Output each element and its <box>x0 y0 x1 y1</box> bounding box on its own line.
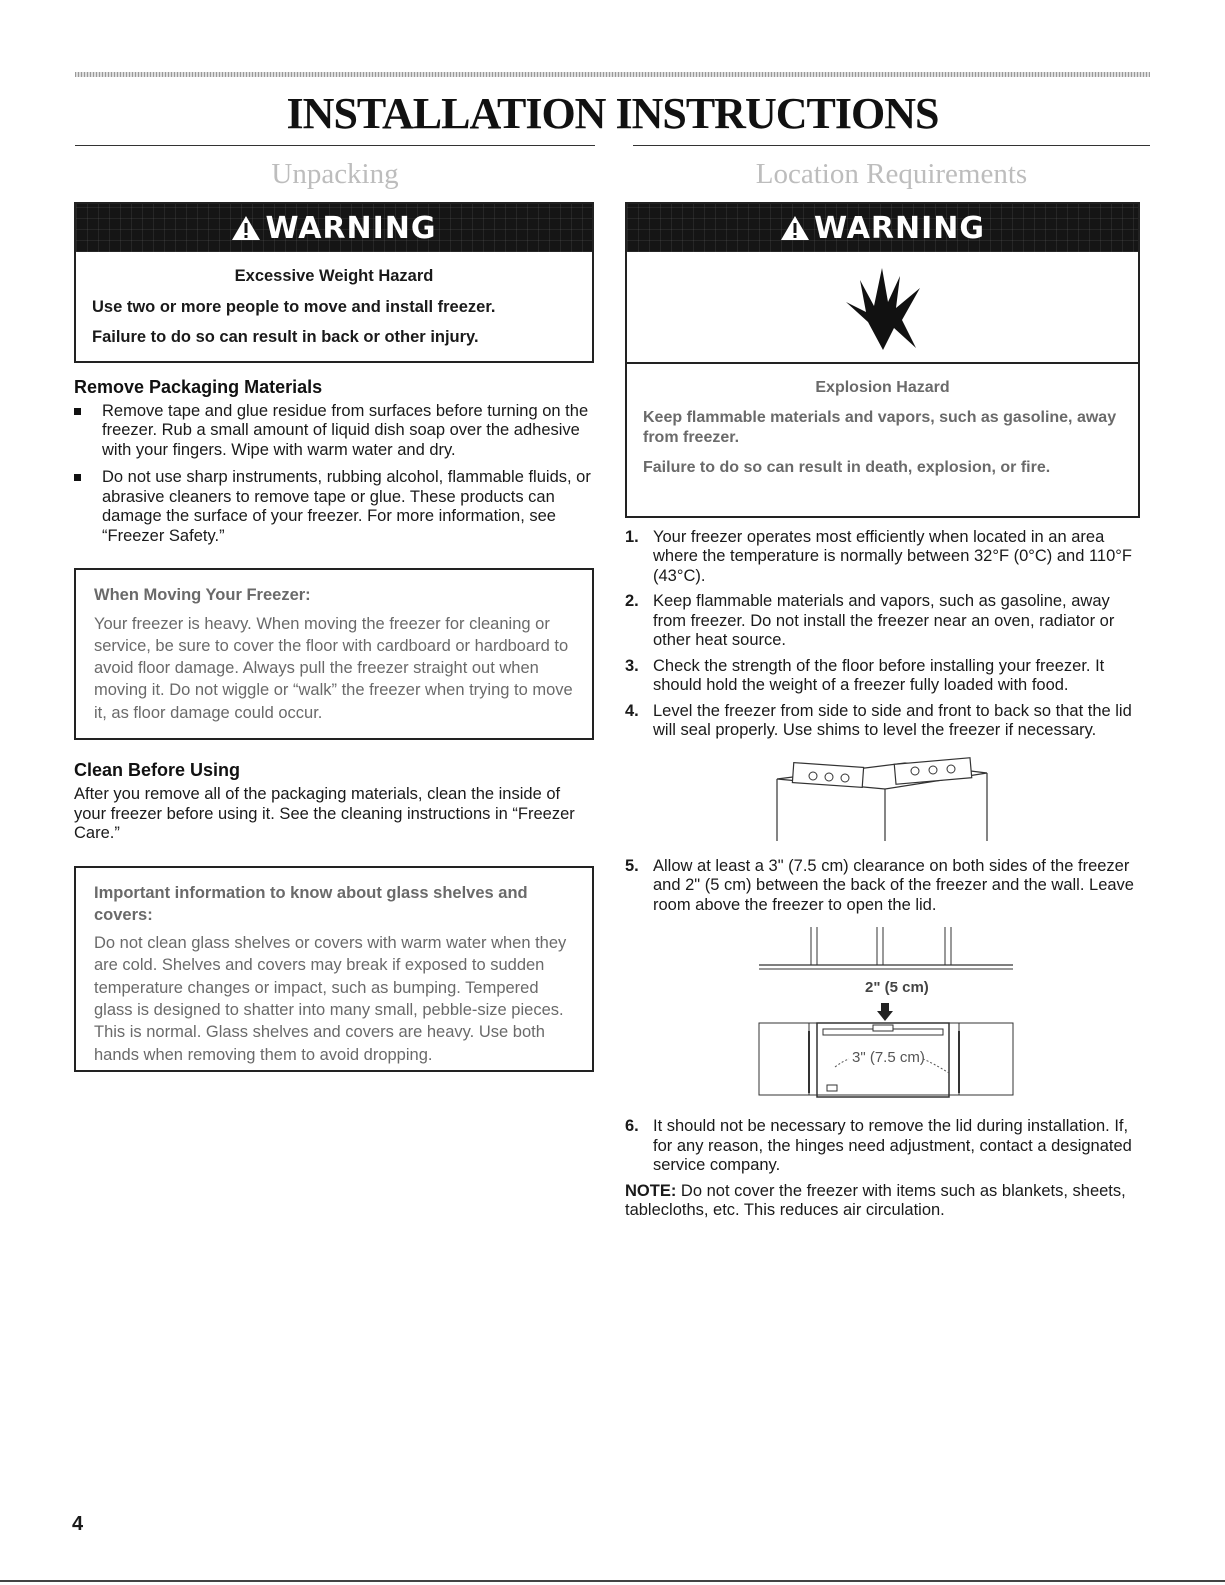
box-title: When Moving Your Freezer: <box>94 586 311 605</box>
step-item: 5. Allow at least a 3" (7.5 cm) clearance on both sides of the freezer and 2" (5 cm) between the back of the freezer and the wall. Leave room above the freezer to open the lid. <box>625 856 1134 914</box>
warning-header <box>627 204 1138 252</box>
page-number: 4 <box>72 1513 84 1535</box>
step-item: 4. Level the freezer from side to side and front to back so that the lid will seal properly. Use shims to level the freezer if necessary. <box>625 701 1132 740</box>
box-text: Your freezer is heavy. When moving the freezer for cleaning or service, be sure to cover the floor with cardboard or hardboard to avoid floor damage. Always pull the freezer straight out when moving it. Do not wiggle or “walk” the freezer when trying to move it, as floor damage could occur. <box>94 614 573 722</box>
box-text: Do not clean glass shelves or covers with warm water when they are cold. Shelves and covers may break if exposed to sudden temperature changes or impact, such as bumping. Tempered glass is designed to shatter into many small, pebble-size pieces. This is normal. Glass shelves and covers are heavy. Use both hands when removing them to avoid dropping. <box>94 934 567 1064</box>
note-label: NOTE: <box>625 1181 677 1200</box>
hazard-title: Excessive Weight Hazard <box>234 267 434 285</box>
warning-label: WARNING <box>265 210 437 246</box>
warning-line: Keep flammable materials and vapors, such as gasoline, away from freezer. <box>643 409 1117 446</box>
note <box>625 1182 1140 1221</box>
subsection-title: Remove Packaging Materials <box>74 377 323 397</box>
right-column <box>625 202 1140 1220</box>
box-title: Important information to know about glass shelves and covers: <box>94 883 528 924</box>
section-heading-location: Location Requirements <box>755 158 1028 190</box>
warning-line: Failure to do so can result in back or other injury. <box>92 328 479 347</box>
step-item: 1. Your freezer operates most efficiently when located in an area where the temperature is normally between 32°F (0°C) and 110°F (43°C). <box>625 528 1132 585</box>
warning-header <box>76 204 592 252</box>
left-heading-rule <box>75 145 595 146</box>
bullet-item: Do not use sharp instruments, rubbing alcohol, flammable fluids, or abrasive cleaners to remove tape or glue. These products can damage the surface of your freezer. For more information, see “Freezer Safety.” <box>74 468 594 546</box>
top-decorative-bar <box>75 72 1150 77</box>
page-title: INSTALLATION INSTRUCTIONS <box>286 89 939 138</box>
back-clearance-label: 2" (5 cm) <box>865 979 929 997</box>
moving-freezer-box <box>74 568 594 740</box>
hazard-title: Explosion Hazard <box>815 379 950 396</box>
right-heading-rule <box>633 145 1150 146</box>
step-item: 6. It should not be necessary to remove the lid during installation. If, for any reason, the hinges need adjustment, contact a designated service company. <box>625 1117 1132 1175</box>
step-item: 3. Check the strength of the floor before installing your freezer. It should hold the weight of a freezer fully loaded with food. <box>625 656 1105 695</box>
warning-triangle-icon <box>780 215 810 241</box>
explosion-warning-box <box>625 202 1140 518</box>
side-clearance-label: 3" (7.5 cm) <box>852 1049 925 1067</box>
paragraph: After you remove all of the packaging materials, clean the inside of your freezer before using it. See the cleaning instructions in “Freezer Care.” <box>74 785 575 843</box>
clearance-diagram <box>753 927 1017 1099</box>
bullet-item: Remove tape and glue residue from surfaces before turning on the freezer. Rub a small amount of liquid dish soap over the adhesive with your fingers. Wipe with warm water and dry. <box>74 402 594 460</box>
remove-packaging-section <box>74 377 594 546</box>
warning-line: Failure to do so can result in death, explosion, or fire. <box>643 459 1051 476</box>
glass-shelves-box <box>74 866 594 1072</box>
left-column <box>74 202 594 1072</box>
freezer-level-diagram <box>765 749 1005 843</box>
explosion-icon <box>838 262 928 352</box>
section-heading-unpacking: Unpacking <box>271 158 399 190</box>
explosion-pictogram <box>627 252 1138 364</box>
leveling-illustration <box>765 749 1140 843</box>
warning-triangle-icon <box>231 215 261 241</box>
weight-warning-box <box>74 202 594 363</box>
subsection-title: Clean Before Using <box>74 760 241 781</box>
clearance-illustration <box>753 927 1017 1099</box>
warning-line: Use two or more people to move and install freezer. <box>92 297 496 316</box>
clean-before-using-section <box>74 760 594 843</box>
note-text: Do not cover the freezer with items such as blankets, sheets, tablecloths, etc. This reduces air circulation. <box>625 1181 1126 1219</box>
warning-label: WARNING <box>813 210 986 246</box>
bottom-edge-line <box>0 1580 1225 1582</box>
step-item: 2. Keep flammable materials and vapors, such as gasoline, away from freezer. Do not install the freezer near an oven, radiator or other heat source. <box>625 592 1115 650</box>
